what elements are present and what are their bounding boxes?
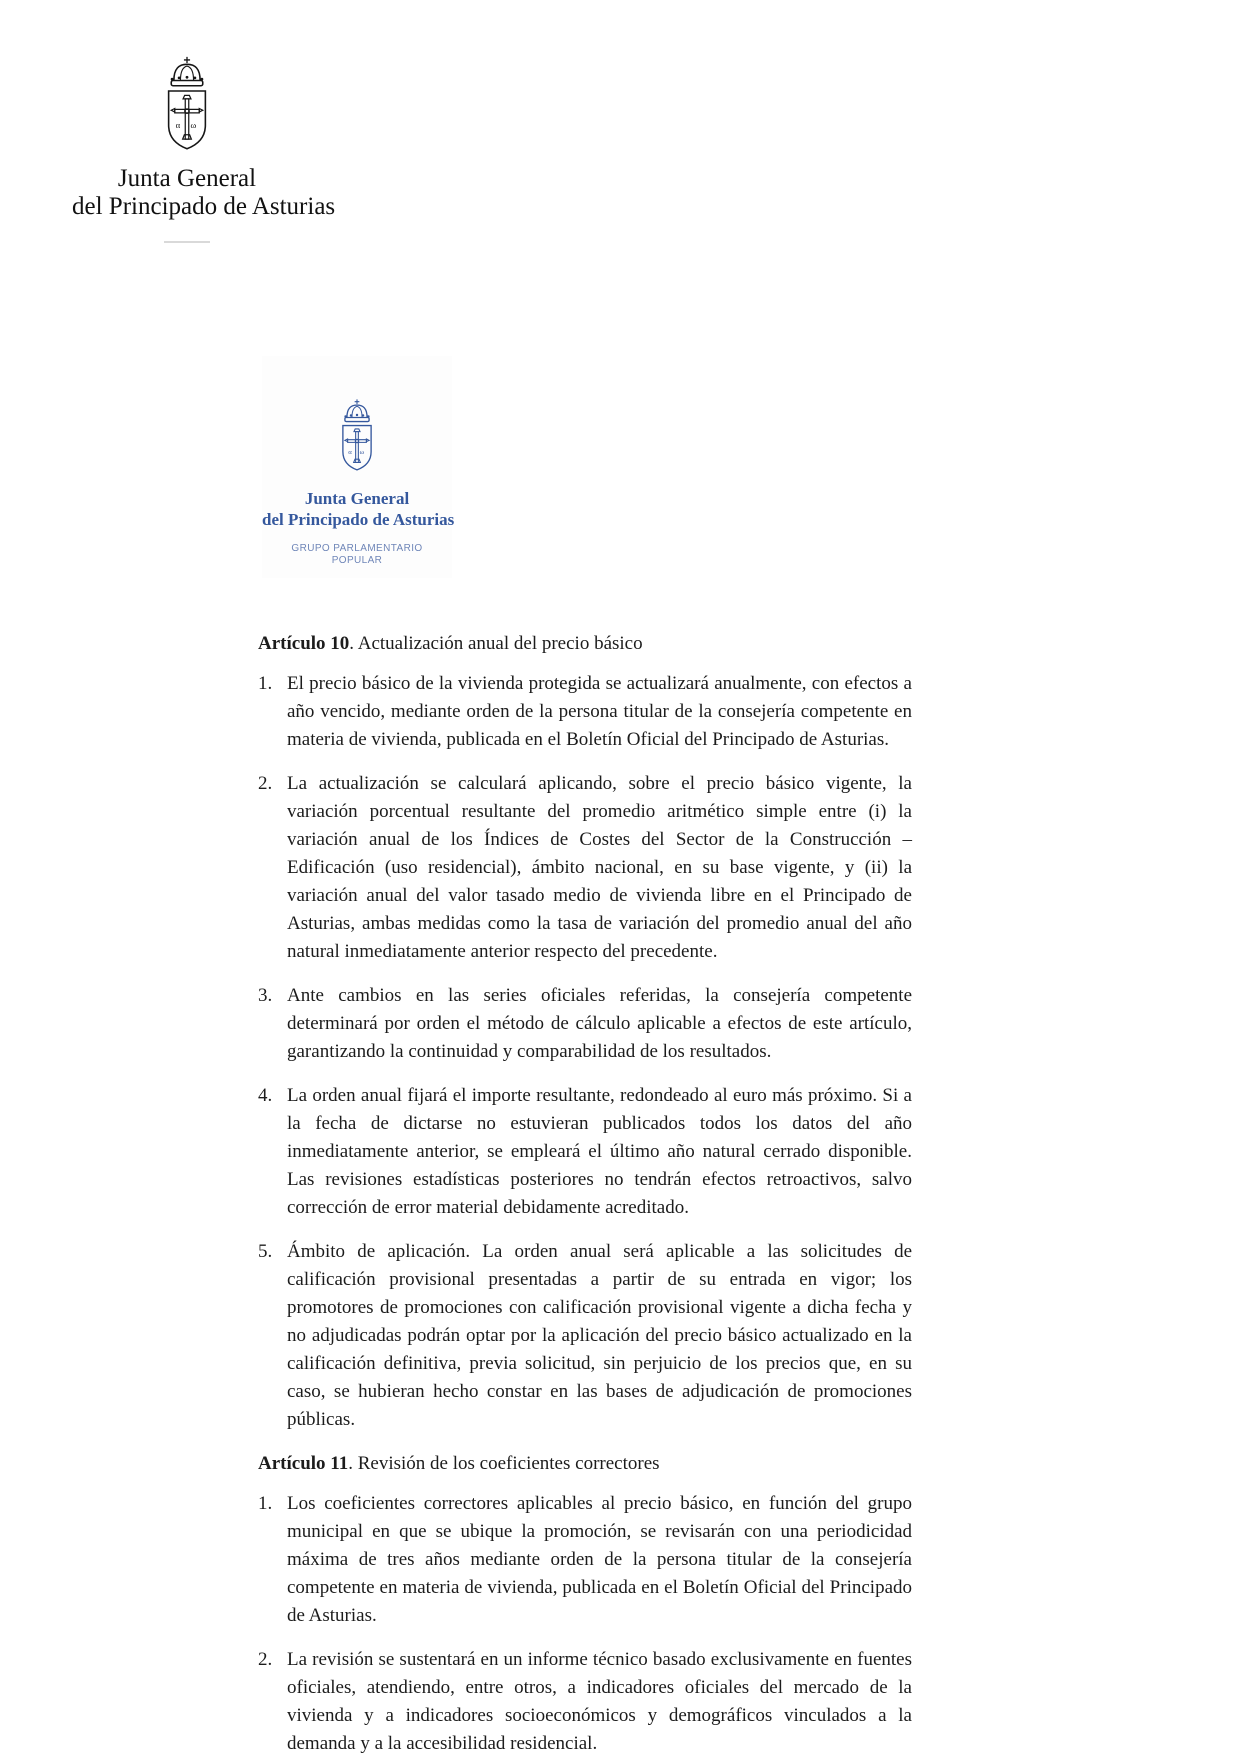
list-item bbox=[258, 670, 912, 754]
list-item bbox=[258, 1646, 912, 1754]
item-text: La revisión se sustentará en un informe técnico basado exclusivamente en fuentes oficiales, atendiendo, entre otros, a indicadores oficiales del mercado de la vivienda y a indicadores socioeconómicos y demográficos vinculados a la demanda y a la accesibilidad residencial. bbox=[287, 1649, 912, 1754]
list-item bbox=[258, 1490, 912, 1630]
svg-text:α: α bbox=[348, 448, 352, 456]
list-item bbox=[258, 770, 912, 966]
group-name-line1: GRUPO PARLAMENTARIO bbox=[291, 543, 423, 554]
item-number: 5. bbox=[258, 1241, 273, 1262]
parliamentary-group-logo bbox=[262, 356, 455, 578]
group-org-name-line1: Junta General bbox=[304, 489, 410, 508]
header-org-name-line2: del Principado de Asturias bbox=[72, 193, 336, 220]
list-item bbox=[258, 982, 912, 1066]
item-number: 2. bbox=[258, 773, 273, 794]
asturias-coat-of-arms-icon bbox=[330, 398, 384, 480]
item-text: Ante cambios en las series oficiales referidas, la consejería competente determinará por orden el método de cálculo aplicable a efectos de este artículo, garantizando la continuidad y comparabilidad de los resultados. bbox=[287, 985, 912, 1062]
list-item bbox=[258, 1238, 912, 1434]
item-number: 1. bbox=[258, 673, 273, 694]
header-logo bbox=[72, 55, 336, 243]
svg-text:α: α bbox=[175, 119, 181, 130]
item-text: Ámbito de aplicación. La orden anual será aplicable a las solicitudes de calificación provisional presentadas a partir de su entrada en vigor; los promotores de promociones con calificación provisional vigente a dicha fecha y no adjudicadas podrán optar por la aplicación del precio básico actualizado en la calificación definitiva, previa solicitud, sin perjuicio de los precios que, en su caso, se hubieran hecho constar en las bases de adjudicación de promociones públicas. bbox=[287, 1241, 912, 1430]
item-text: La actualización se calculará aplicando, sobre el precio básico vigente, la variación porcentual resultante del promedio aritmético simple entre (i) la variación anual de los Índices de Costes del Sector de la Construcción – Edificación (uso residencial), ámbito nacional, en su base vigente, y (ii) la variación anual del valor tasado medio de vivienda libre en el Principado de Asturias, ambas medidas como la tasa de variación del promedio anual del año natural inmediatamente anterior respecto del precedente. bbox=[287, 773, 912, 962]
item-text: Los coeficientes correctores aplicables al precio básico, en función del grupo municipal en que se ubique la promoción, se revisarán con una periodicidad máxima de tres años mediante orden de la persona titular de la consejería competente en materia de vivienda, publicada en el Boletín Oficial del Principado de Asturias. bbox=[287, 1493, 912, 1626]
header-org-name-line1: Junta General bbox=[117, 165, 257, 192]
header-divider bbox=[164, 241, 210, 243]
item-number: 3. bbox=[258, 985, 273, 1006]
item-number: 1. bbox=[258, 1493, 273, 1514]
article-11-heading bbox=[258, 1450, 912, 1478]
item-text: El precio básico de la vivienda protegida se actualizará anualmente, con efectos a año vencido, mediante orden de la persona titular de la consejería competente en materia de vivienda, publicada en el Boletín Oficial del Principado de Asturias. bbox=[287, 673, 912, 750]
asturias-coat-of-arms-icon bbox=[152, 55, 222, 162]
item-number: 4. bbox=[258, 1085, 273, 1106]
article-10-number: Artículo 10 bbox=[258, 633, 350, 654]
article-10-title: . Actualización anual del precio básico bbox=[349, 633, 643, 654]
svg-text:ω: ω bbox=[359, 448, 365, 456]
svg-text:ω: ω bbox=[190, 119, 197, 130]
group-name-line2: POPULAR bbox=[331, 555, 383, 566]
item-number: 2. bbox=[258, 1649, 273, 1670]
item-text: La orden anual fijará el importe resultante, redondeado al euro más próximo. Si a la fecha de dictarse no estuvieran publicados todos los datos del año inmediatamente anterior, se empleará el último año natural cerrado disponible. Las revisiones estadísticas posteriores no tendrán efectos retroactivos, salvo corrección de error material debidamente acreditado. bbox=[287, 1085, 912, 1218]
article-10-heading bbox=[258, 630, 912, 658]
group-org-name-line2: del Principado de Asturias bbox=[262, 510, 455, 529]
article-11-number: Artículo 11 bbox=[258, 1453, 349, 1474]
article-11-title: . Revisión de los coeficientes correctores bbox=[348, 1453, 660, 1474]
list-item bbox=[258, 1082, 912, 1222]
document-body bbox=[258, 630, 912, 1754]
